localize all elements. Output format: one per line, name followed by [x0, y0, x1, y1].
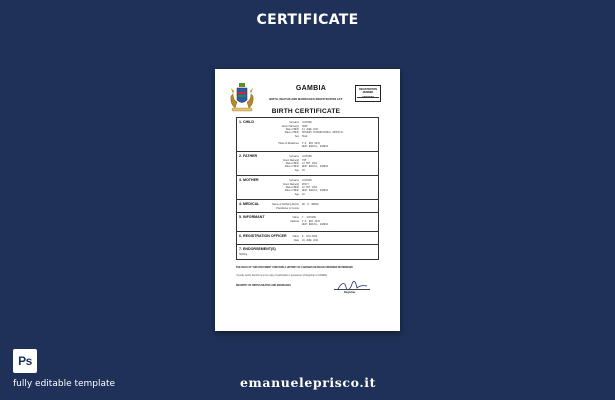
field-row [249, 135, 374, 138]
field-value: 13 JUNE 2021 [302, 127, 319, 131]
section-rows [249, 203, 374, 210]
certificate-section [237, 152, 378, 176]
field-value: 20 JUNE 2021 [302, 238, 319, 242]
field-label: Date [293, 238, 299, 242]
certificate-footer [236, 267, 379, 294]
field-row [249, 206, 374, 209]
field-value: T. JACKSON [302, 216, 316, 220]
field-value: WEST BANJUL, GAMBIA [302, 165, 329, 169]
footer-registry: REGISTRY OF BIRTHS DEATHS AND MARRIAGES [236, 285, 291, 287]
field-value: MOTHERS INTERNATIONAL HOSPITAL [302, 131, 344, 135]
field-value: 30 [302, 168, 305, 172]
field-label: Surname [289, 179, 299, 183]
field-label: Place of Birth [284, 189, 299, 193]
field-label: Name of Notifying Doctor [272, 203, 299, 207]
section-rows [249, 121, 374, 148]
act-title: BIRTH, DEATHS AND MARRIAGES REGISTRATION ACT [269, 98, 343, 101]
field-label: Name [292, 235, 299, 239]
field-label: Place of Birth [284, 165, 299, 169]
photoshop-icon [13, 349, 37, 373]
field-label: Surname [289, 121, 299, 125]
certificate-header [227, 79, 387, 117]
footer-notice: THE BACK OF THIS DOCUMENT CONTAINS A HISTORY OF CHANGES DETAILED SPECIMEN WATERMARK [236, 267, 353, 269]
field-label: Date of Birth [285, 185, 299, 189]
field-value: 22 MAY 1993 [302, 185, 318, 189]
field-value: JACKSON [302, 155, 312, 159]
photoshop-label: Ps [18, 354, 32, 368]
field-label: Practitioner or Centre [276, 206, 299, 210]
section-remarks: Nothing [239, 253, 248, 256]
certificate-section [237, 245, 378, 259]
field-row [249, 193, 374, 196]
certificate-section [237, 200, 378, 213]
signature-label: Registrar [344, 290, 356, 294]
field-value: DR. M. BROWN [302, 203, 319, 207]
field-label: Name [292, 216, 299, 220]
field-value: JACKSON [302, 179, 312, 183]
certificate-document [215, 69, 400, 331]
registration-number: #7007082 [362, 95, 374, 99]
certificate-title: BIRTH CERTIFICATE [271, 108, 341, 115]
certificate-section [237, 232, 378, 245]
page-title: CERTIFICATE [256, 12, 359, 28]
section-title: 1. CHILD [239, 120, 254, 124]
field-value: P.O. BOX 4045 [302, 219, 320, 223]
certificate-section [237, 118, 378, 152]
registration-divider [357, 97, 379, 98]
registration-label: REGISTRATION NUMBER [359, 87, 377, 94]
field-value: 28 [302, 192, 305, 196]
section-rows [249, 235, 374, 242]
field-label: Sex [294, 134, 299, 138]
country-name: GAMBIA [295, 85, 327, 92]
field-value: EMILY [302, 182, 309, 186]
section-title: 6. REGISTRATION OFFICER [239, 234, 287, 238]
field-row [249, 223, 374, 226]
registration-box [355, 85, 381, 102]
field-label: Date of Birth [285, 161, 299, 165]
field-value: MALE [302, 134, 308, 138]
field-value: WEST BANJUL, GAMBIA [302, 144, 329, 148]
field-row [249, 238, 374, 241]
field-label: Age [294, 168, 299, 172]
website-label: emanueleprisco.it [240, 375, 377, 390]
field-value: WEST BANJUL, GAMBIA [302, 222, 329, 226]
section-rows [249, 216, 374, 226]
field-label: Given Name(s) [282, 182, 299, 186]
section-title: 5. INFORMANT [239, 215, 265, 219]
section-rows [249, 179, 374, 196]
field-value: 12 MAY 1991 [302, 161, 318, 165]
field-label: Given Names(s) [281, 124, 299, 128]
field-label: Place of Birth [284, 131, 299, 135]
field-value: P.O. BOX 4045 [302, 141, 320, 145]
field-row [249, 145, 374, 148]
field-label: Age [294, 192, 299, 196]
certificate-section [237, 176, 378, 200]
field-value: MARK [302, 124, 308, 128]
field-value: WEST BANJUL, GAMBIA [302, 189, 329, 193]
certificate-section [237, 213, 378, 232]
section-rows [249, 155, 374, 172]
field-label: Surname [289, 155, 299, 159]
field-label: Place of Residence [278, 141, 299, 145]
section-title: 7. ENDORSEMENT(S) [239, 247, 276, 251]
field-label: Date of Birth [285, 127, 299, 131]
field-label: Address [290, 219, 299, 223]
field-label: Given Name(s) [282, 158, 299, 162]
footer-certification: I hereby certify that this is a true copy of particulars in possession of Registrar of GAMBIA [236, 275, 328, 277]
field-value: JACKSON [302, 121, 312, 125]
coat-of-arms-icon [229, 82, 255, 114]
section-title: 3. MOTHER [239, 178, 259, 182]
field-value: TOM [302, 158, 307, 162]
field-row [249, 169, 374, 172]
certificate-form [236, 117, 379, 260]
section-title: 4. MEDICAL [239, 202, 260, 206]
field-value: R. WILLIAMS [302, 235, 318, 239]
editable-template-label: fully editable template [13, 379, 116, 389]
section-title: 2. FATHER [239, 154, 258, 158]
